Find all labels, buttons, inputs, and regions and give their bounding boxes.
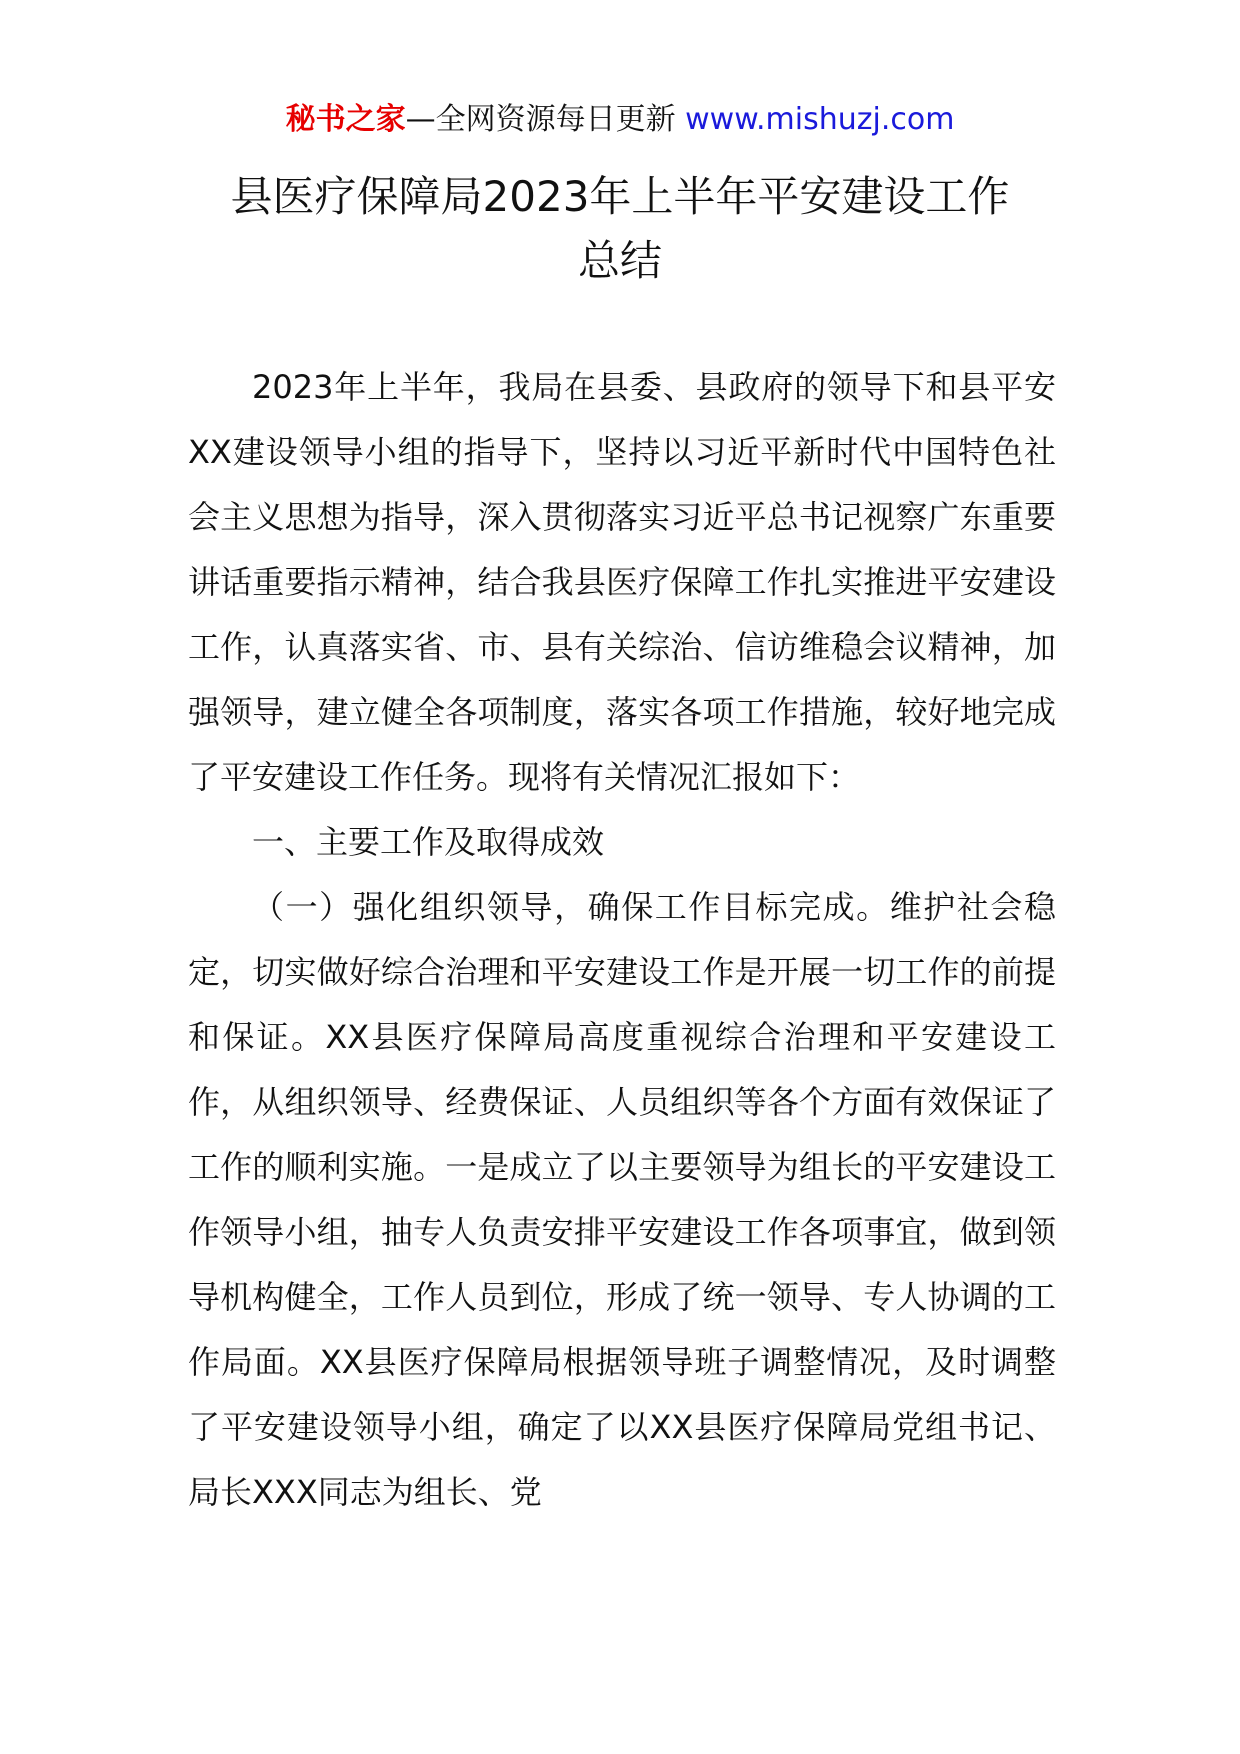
document-body <box>188 355 1056 1525</box>
intro-paragraph: 2023年上半年，我局在县委、县政府的领导下和县平安XX建设领导小组的指导下，坚持以习近平新时代中国特色社会主义思想为指导，深入贯彻落实习近平总书记视察广东重要讲话重要指示精神，结合我县医疗保障工作扎实推进平安建设工作，认真落实省、市、县有关综治、信访维稳会议精神，加强领导，建立健全各项制度，落实各项工作措施，较好地完成了平安建设工作任务。现将有关情况汇报如下： <box>188 368 1056 796</box>
document-title-line-1: 县医疗保障局2023年上半年平安建设工作 <box>230 172 1010 221</box>
document-title <box>150 165 1090 293</box>
section-heading: 一、主要工作及取得成效 <box>252 823 605 861</box>
site-url-link[interactable]: www.mishuzj.com <box>685 102 955 137</box>
brand-name: 秘书之家 <box>285 102 406 137</box>
header-slogan: —全网资源每日更新 <box>405 102 676 137</box>
body-paragraph: （一）强化组织领导，确保工作目标完成。维护社会稳定，切实做好综合治理和平安建设工作是开展一切工作的前提和保证。XX县医疗保障局高度重视综合治理和平安建设工作，从组织领导、经费保证、人员组织等各个方面有效保证了工作的顺利实施。一是成立了以主要领导为组长的平安建设工作领导小组，抽专人负责安排平安建设工作各项事宜，做到领导机构健全，工作人员到位，形成了统一领导、专人协调的工作局面。XX县医疗保障局根据领导班子调整情况，及时调整了平安建设领导小组，确定了以XX县医疗保障局党组书记、局长XXX同志为组长、党 <box>188 888 1056 1511</box>
site-header <box>0 100 1240 140</box>
document-title-line-2: 总结 <box>577 236 662 285</box>
